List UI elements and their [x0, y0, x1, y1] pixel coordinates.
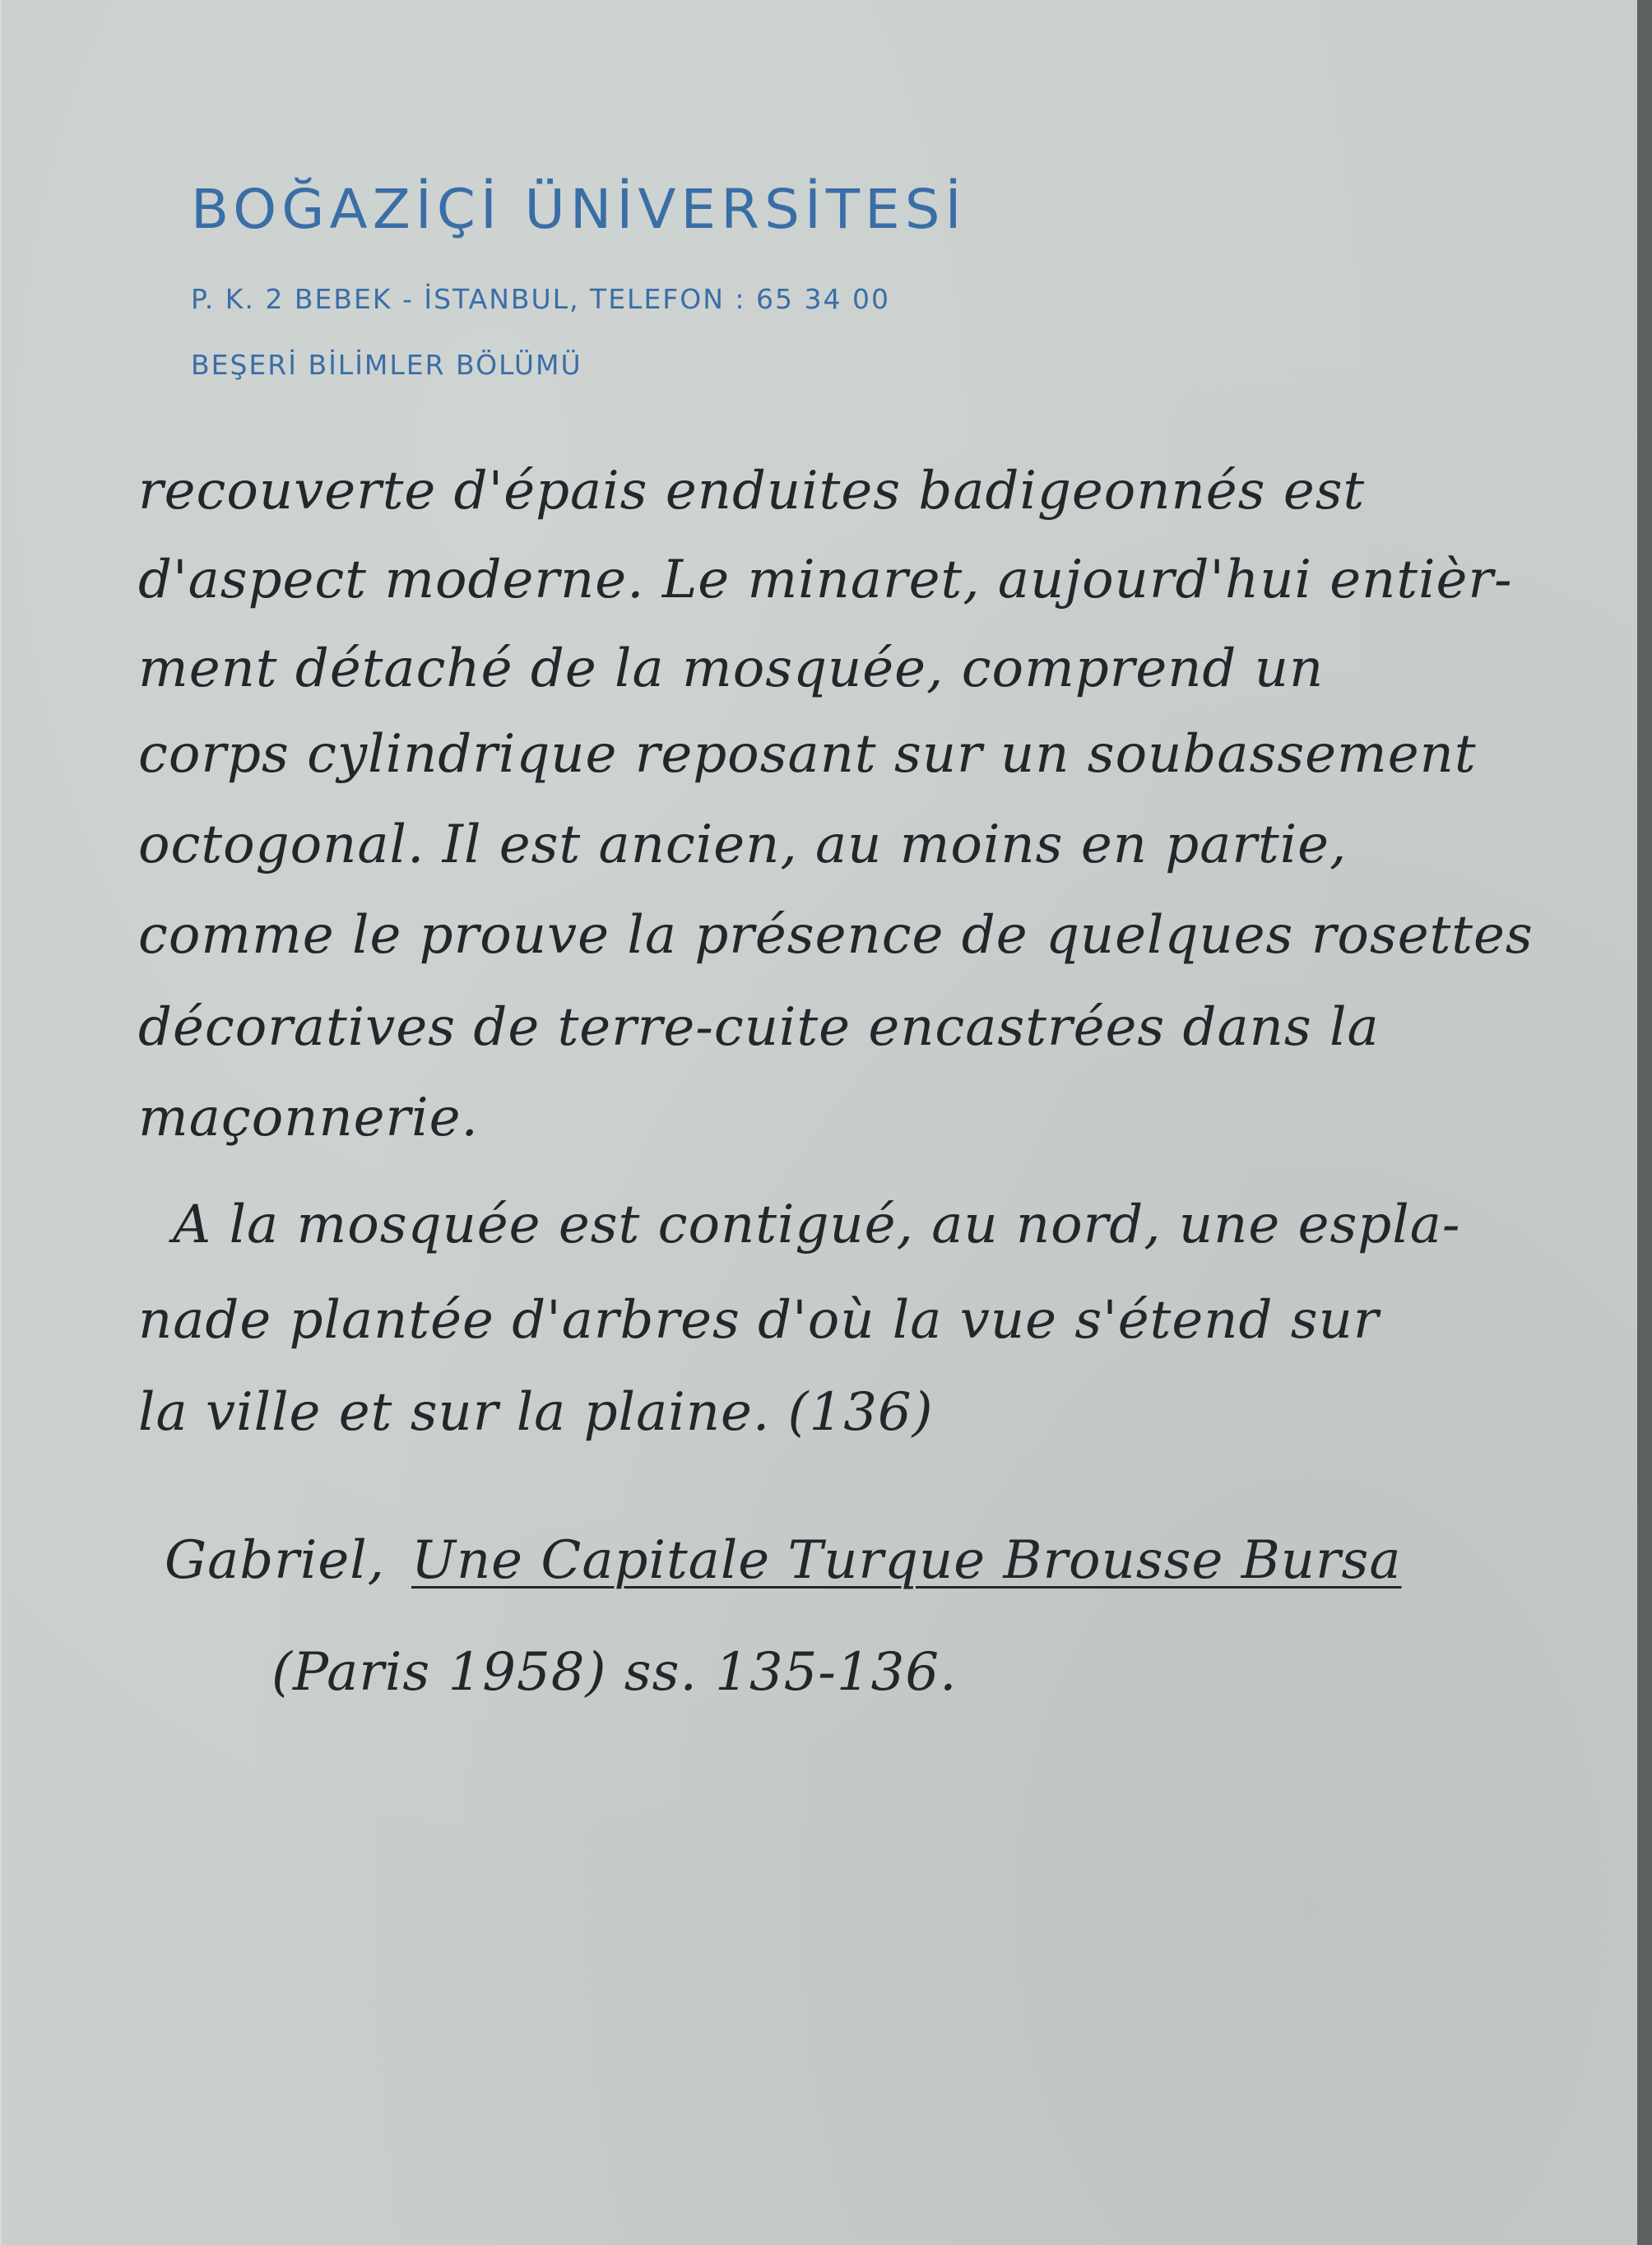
letterhead-department: BEŞERİ BİLİMLER BÖLÜMÜ [191, 349, 582, 381]
body-line: d'aspect moderne. Le minaret, aujourd'hui entièr- [138, 550, 1513, 610]
citation-author: Gabriel, [165, 1530, 385, 1591]
body-line: ment détaché de la mosquée, comprend un [138, 638, 1325, 699]
body-line: comme le prouve la présence de quelques rosettes [138, 905, 1534, 966]
body-line: recouverte d'épais enduites badigeonnés est [138, 461, 1366, 522]
letterhead-address: P. K. 2 BEBEK - İSTANBUL, TELEFON : 65 34 00 [191, 283, 890, 315]
body-line: maçonnerie. [138, 1088, 479, 1148]
body-line: décoratives de terre-cuite encastrées dans la [138, 997, 1380, 1058]
body-line: nade plantée d'arbres d'où la vue s'étend sur [138, 1290, 1380, 1351]
citation-title: Une Capitale Turque Brousse Bursa [411, 1530, 1402, 1591]
body-line: corps cylindrique reposant sur un soubassement [138, 724, 1477, 785]
scan-edge [1637, 0, 1652, 2245]
letterhead-institution: BOĞAZİÇİ ÜNİVERSİTESİ [191, 178, 967, 241]
body-line: la ville et sur la plaine. (136) [138, 1382, 934, 1443]
citation-details: (Paris 1958) ss. 135-136. [271, 1642, 958, 1703]
body-line: A la mosquée est contigué, au nord, une espla- [173, 1194, 1461, 1255]
body-line: octogonal. Il est ancien, au moins en partie, [138, 814, 1348, 875]
